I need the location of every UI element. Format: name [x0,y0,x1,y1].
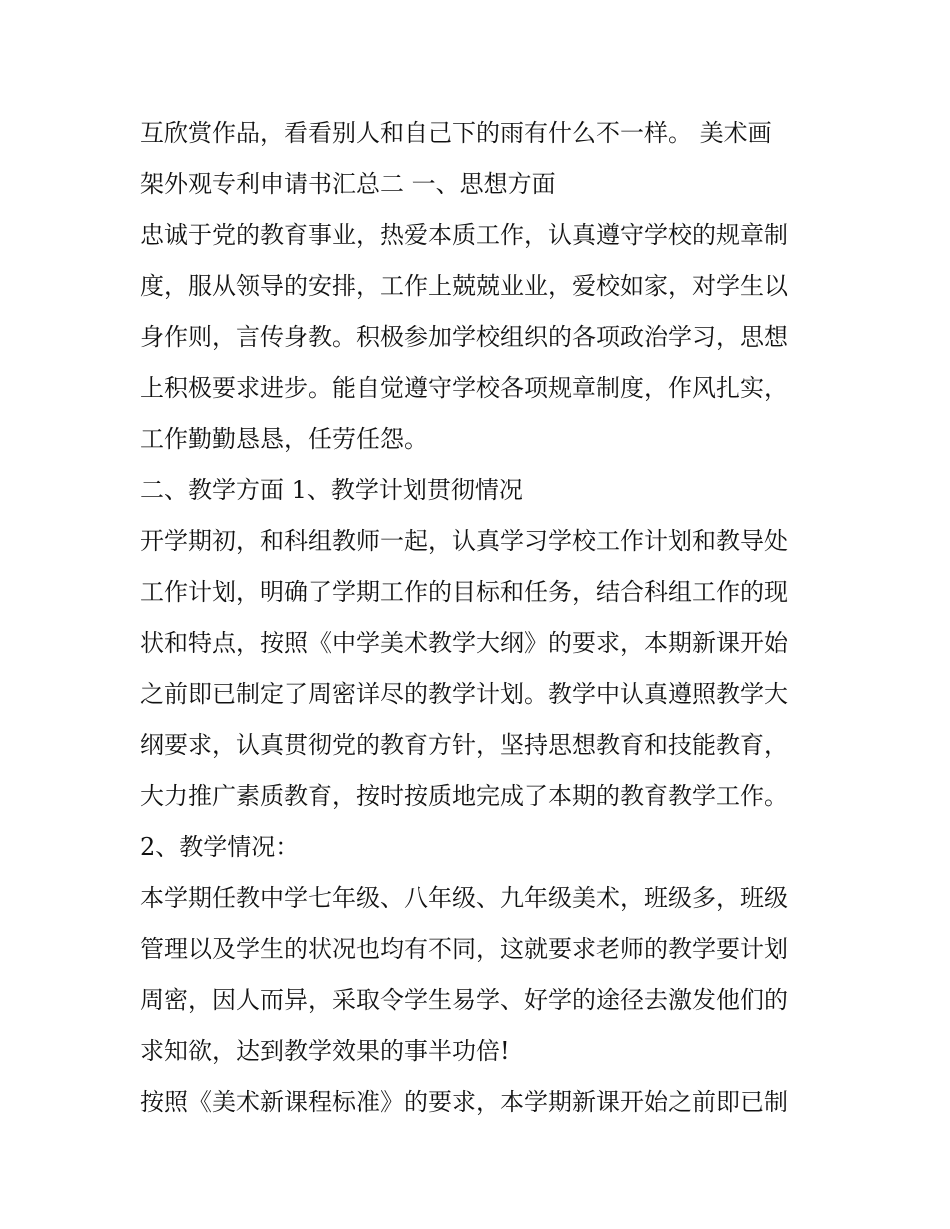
text-line: 状和特点，按照《中学美术教学大纲》的要求，本期新课开始 [140,629,788,657]
text-line: 工作计划，明确了学期工作的目标和任务，结合科组工作的现 [140,578,788,606]
text-line: 工作勤勤恳恳，任劳任怨。 [140,425,428,453]
section-heading-line: 二、教学方面 1、教学计划贯彻情况 [140,476,523,504]
text-line: 纲要求，认真贯彻党的教育方针，坚持思想教育和技能教育， [140,731,788,759]
section-heading-line: 架外观专利申请书汇总二 一、思想方面 [140,170,556,198]
text-line: 身作则，言传身教。积极参加学校组织的各项政治学习，思想 [140,323,788,351]
text-line: 互欣赏作品，看看别人和自己下的雨有什么不一样。 美术画 [140,119,772,147]
section-heading-line: 2、教学情况： [140,833,300,861]
text-line: 大力推广素质教育，按时按质地完成了本期的教育教学工作。 [140,782,788,810]
text-line: 周密，因人而异，采取令学生易学、好学的途径去激发他们的 [140,986,788,1014]
document-body [140,108,820,1128]
text-line: 之前即已制定了周密详尽的教学计划。教学中认真遵照教学大 [140,680,788,708]
text-line: 求知欲，达到教学效果的事半功倍! [140,1037,510,1065]
text-line: 上积极要求进步。能自觉遵守学校各项规章制度，作风扎实， [140,374,788,402]
text-line: 忠诚于党的教育事业，热爱本质工作，认真遵守学校的规章制 [140,221,788,249]
text-line: 按照《美术新课程标准》的要求，本学期新课开始之前即已制 [140,1088,788,1116]
text-line: 度，服从领导的安排，工作上兢兢业业，爱校如家，对学生以 [140,272,788,300]
text-line: 管理以及学生的状况也均有不同，这就要求老师的教学要计划 [140,935,788,963]
text-line: 本学期任教中学七年级、八年级、九年级美术，班级多，班级 [140,884,788,912]
text-line: 开学期初，和科组教师一起，认真学习学校工作计划和教导处 [140,527,788,555]
